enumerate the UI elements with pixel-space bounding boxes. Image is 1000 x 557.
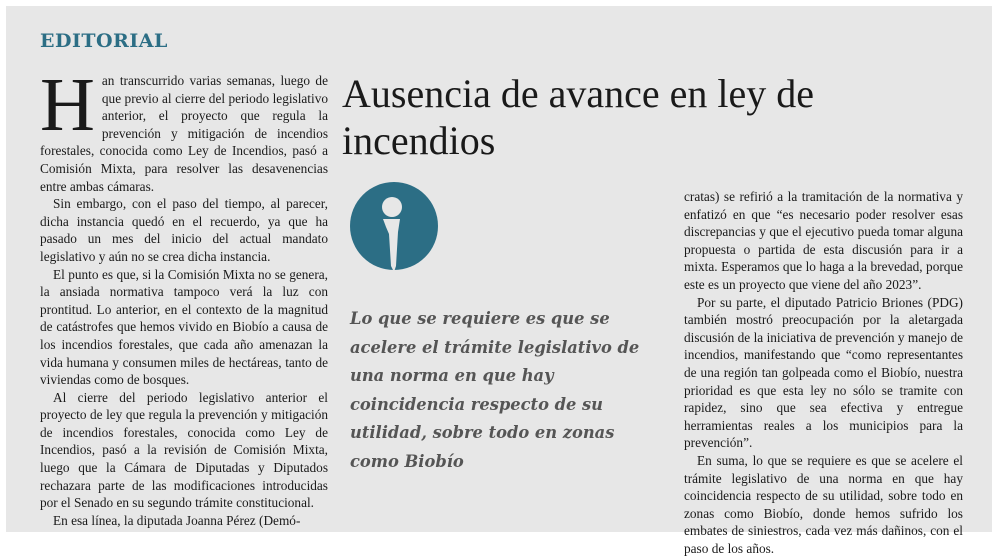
body-paragraph: Al cierre del periodo legislativo anterior el proyecto de ley que regula la prevención y mitigación de incendios forestales, conocida como Ley de Incendios, pasó a la revisión de Comisión Mixta, luego que la Cámara de Diputadas y Diputados rechazara parte de las modificaciones introducidas por el Senado en su segundo trámite constitucional.: [40, 389, 328, 511]
info-i-logo-icon: [350, 182, 438, 270]
body-paragraph: En esa línea, la diputada Joanna Pérez (Demó-: [53, 512, 301, 528]
body-paragraph: En suma, lo que se requiere es que se acelere el trámite legislativo de una norma en que hay coincidencia respecto de su utilidad, sobre todo en zonas como Biobío, donde hemos sufrido los embates de siniestros, cada vez más dañinos, con el paso de los años.: [684, 452, 963, 556]
section-label: EDITORIAL: [40, 30, 168, 52]
drop-cap: H: [40, 63, 95, 147]
body-paragraph: Por su parte, el diputado Patricio Briones (PDG) también mostró preocupación por la aletargada discusión de la iniciativa de prevención y manejo de incendios, manifestando que “como representantes de una región tan golpeada como el Biobío, nuestra prioridad es que esta ley no sólo se tramite con rapidez, sino que sea efectiva y entregue herramientas reales a los municipios para la prevención”.: [684, 294, 963, 451]
pull-quote: Lo que se requiere es que se acelere el trámite legislativo de una norma en que hay coincidencia respecto de su utilidad, sobre todo en zonas como Biobío: [350, 309, 640, 471]
body-paragraph: El punto es que, si la Comisión Mixta no se genera, la ansiada normativa tampoco verá la luz con prontitud. Lo anterior, en el contexto de la magnitud de catástrofes que hemos vivido en Biobío a causa de los incendios forestales, que cada año amenazan la vida humana y consumen miles de hectáreas, tanto de viviendas como de bosques.: [40, 266, 328, 388]
editorial-page: [6, 6, 992, 556]
body-column-right: [684, 188, 963, 557]
body-paragraph: cratas) se refirió a la tramitación de la normativa y enfatizó en que “es necesario poder resolver esas discrepancias y que el ejecutivo pueda tomar alguna propuesta o partida de esta discusión para ir a mixta. Esperamos que lo haga a la brevedad, porque este es un proyecto que viene del año 2023”.: [684, 189, 963, 292]
body-column-left: [40, 63, 328, 529]
headline: Ausencia de avance en ley de incendios: [342, 71, 814, 163]
body-paragraph: Sin embargo, con el paso del tiempo, al parecer, dicha instancia quedó en el recuerdo, ya que ha pasado un mes del inicio del actual mandato legislativo y aún no se crea dicha instancia.: [40, 196, 328, 264]
body-paragraph: Han transcurrido varias semanas, luego de que previo al cierre del periodo legislativo anterior, el proyecto que regula la prevención y mitigación de incendios forestales, conocida como Ley de Incendios, pasó a Comisión Mixta, para resolver las desavenencias entre ambas cámaras.: [40, 63, 328, 194]
